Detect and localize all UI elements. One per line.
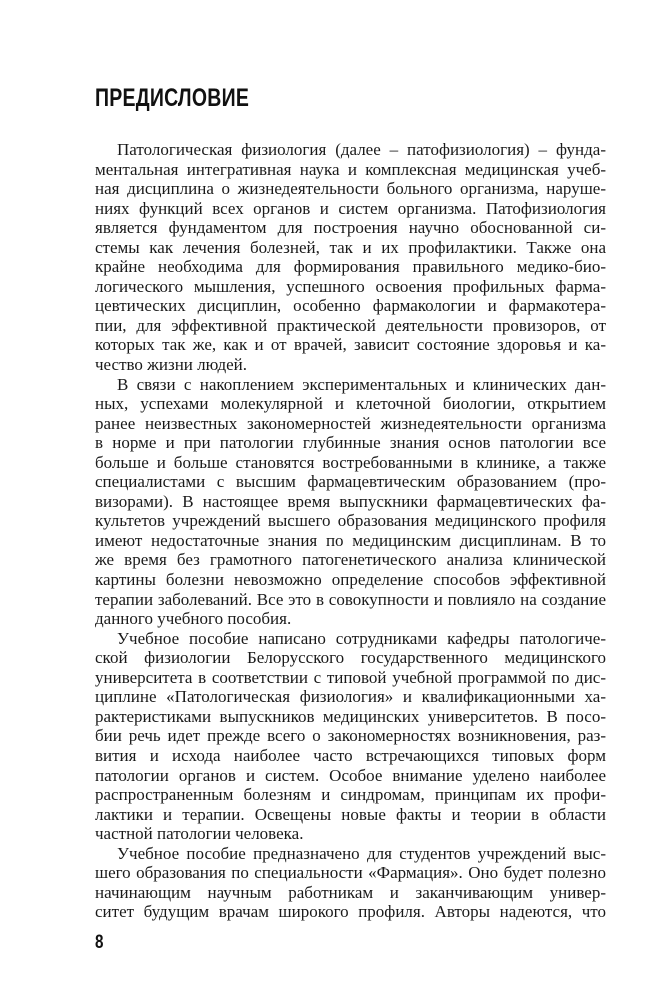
- text-line: которых так же, как и от врачей, зависит состояние здоровья и ка-: [95, 335, 606, 355]
- text-line: лактики и терапии. Освещены новые факты и теории в области: [95, 804, 606, 824]
- text-line: картины болезни невозможно определение способов эффективной: [95, 570, 606, 590]
- text-line: начинающим научным работникам и заканчивающим универ-: [95, 882, 606, 902]
- text-line: специалистами с высшим фармацевтическим образованием (про-: [95, 472, 606, 492]
- text-line: Учебное пособие предназначено для студентов учреждений выс-: [117, 843, 606, 863]
- body-text: [95, 140, 606, 922]
- paragraph: [95, 375, 606, 629]
- text-line: Патологическая физиология (далее – патофизиология) – фунда-: [117, 140, 606, 159]
- text-line: больше и больше становятся востребованными в клинике, а также: [95, 452, 606, 472]
- text-line: бии речь идет прежде всего о закономерностях возникновения, раз-: [95, 726, 606, 746]
- paragraph: [95, 140, 606, 375]
- text-line: ная дисциплина о жизнедеятельности больного организма, наруше-: [95, 179, 606, 199]
- text-line: культетов учреждений высшего образования медицинского профиля: [95, 511, 606, 531]
- text-line: вития и исхода наиболее часто встречающихся типовых форм: [95, 745, 606, 765]
- text-line: же время без грамотного патогенетического анализа клинической: [95, 550, 606, 570]
- text-line: визорами). В настоящее время выпускники фармацевтических фа-: [95, 491, 606, 511]
- text-line: ранее неизвестных закономерностей жизнедеятельности организма: [95, 413, 606, 433]
- text-line: терапии заболеваний. Все это в совокупности и повлияло на создание: [95, 589, 606, 609]
- text-line: логического мышления, успешного освоения профильных фарма-: [95, 276, 606, 296]
- text-line: имеют недостаточные знания по медицинским дисциплинам. В то: [95, 530, 606, 550]
- text-line: пии, для эффективной практической деятельности провизоров, от: [95, 315, 606, 335]
- text-line: Учебное пособие написано сотрудниками кафедры патологиче-: [117, 628, 606, 648]
- text-line: стемы как лечения болезней, так и их профилактики. Также она: [95, 237, 606, 257]
- text-line: данного учебного пособия.: [95, 609, 292, 629]
- text-line: частной патологии человека.: [95, 824, 304, 844]
- text-line: шего образования по специальности «Фармация». Оно будет полезно: [95, 863, 606, 883]
- text-line: цевтических дисциплин, особенно фармакологии и фармакотера-: [95, 296, 606, 316]
- text-line: ситет будущим врачам широкого профиля. Авторы надеются, что: [95, 902, 606, 922]
- text-line: в норме и при патологии глубинные знания основ патологии все: [95, 433, 606, 453]
- paragraph: [95, 629, 606, 844]
- text-line: В связи с накоплением экспериментальных и клинических дан-: [117, 374, 606, 394]
- paragraph: [95, 844, 606, 922]
- text-line: ных, успехами молекулярной и клеточной биологии, открытием: [95, 394, 606, 414]
- text-line: ментальная интегративная наука и комплексная медицинская учеб-: [95, 159, 606, 179]
- text-line: патологии органов и систем. Особое внимание уделено наиболее: [95, 765, 606, 785]
- text-line: ской физиологии Белорусского государственного медицинского: [95, 648, 606, 668]
- text-line: рактеристиками выпускников медицинских университетов. В посо-: [95, 706, 606, 726]
- text-line: университета в соответствии с типовой учебной программой по дис-: [95, 667, 606, 687]
- page-title: ПРЕДИСЛОВИЕ: [95, 84, 250, 112]
- text-line: является фундаментом для построения научно обоснованной си-: [95, 218, 606, 238]
- text-line: распространенным болезням и синдромам, принципам их профи-: [95, 785, 606, 805]
- text-line: ниях функций всех органов и систем организма. Патофизиология: [95, 198, 606, 218]
- text-line: крайне необходима для формирования правильного медико-био-: [95, 257, 606, 277]
- text-line: циплине «Патологическая физиология» и квалификационными ха-: [95, 687, 606, 707]
- text-line: чество жизни людей.: [95, 355, 248, 375]
- page-number: 8: [95, 932, 104, 953]
